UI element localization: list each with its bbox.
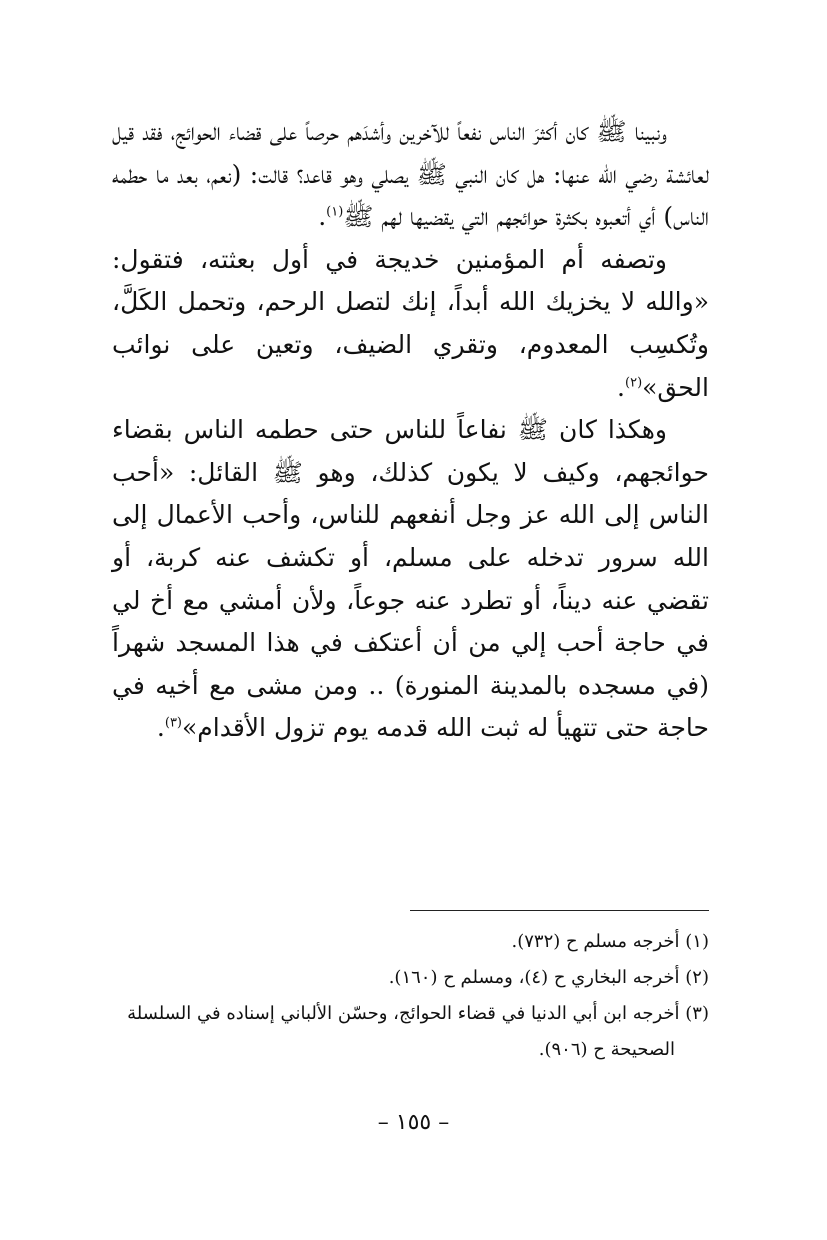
- paragraph-3-tail: .: [156, 713, 165, 743]
- page-number: – ١٥٥ –: [377, 1110, 450, 1135]
- footnote-ref-3: (٣): [164, 715, 182, 731]
- footnote-1: (١) أخرجه مسلم ح (٧٣٢).: [511, 931, 709, 952]
- paragraph-2: [112, 239, 709, 409]
- footnote-divider: [410, 910, 709, 911]
- footnotes: [112, 924, 709, 1068]
- paragraph-1: [112, 111, 709, 239]
- footnote-ref-2: (٢): [625, 375, 643, 391]
- main-text: [112, 111, 709, 750]
- footnote-ref-1: (١): [326, 204, 344, 220]
- paragraph-1-text: ونبينا ﷺ كان أكثرَ الناس نفعاً للآخرين وأشدَهم حرصاً على قضاء الحوائج، فقد قيل لعائشة رضي الله عنها: هل كان النبي ﷺ يصلي وهو قاعد؟ قالت: (نعم، بعد ما حطمه الناس) أي أتعبوه بكثرة حوائجهم التي يقضيها لهم ﷺ: [112, 117, 709, 232]
- footnote-2: (٢) أخرجه البخاري ح (٤)، ومسلم ح (١٦٠).: [388, 967, 709, 988]
- paragraph-3-text: وهكذا كان ﷺ نفاعاً للناس حتى حطمه الناس بقضاء حوائجهم، وكيف لا يكون كذلك، وهو ﷺ القائل: «أحب الناس إلى الله عز وجل أنفعهم للناس، وأحب الأعمال إلى الله سرور تدخله على مسلم، أو تكشف عنه كربة، أو تقضي عنه ديناً، أو تطرد عنه جوعاً، ولأن أمشي مع أخ لي في حاجة أحب إلي من أن أعتكف في هذا المسجد شهراً (في مسجده بالمدينة المنورة) .. ومن مشى مع أخيه في حاجة حتى تتهيأ له ثبت الله قدمه يوم تزول الأقدام»: [112, 415, 709, 743]
- paragraph-2-text: وتصفه أم المؤمنين خديجة في أول بعثته، فتقول: «والله لا يخزيك الله أبداً، إنك لتصل الرحم، وتحمل الكَلَّ، وتُكسِب المعدوم، وتقري الضيف، وتعين على نوائب الحق»: [112, 244, 709, 402]
- paragraph-1-tail: .: [318, 202, 327, 232]
- footnote-3: (٣) أخرجه ابن أبي الدنيا في قضاء الحوائج، وحسّن الألباني إسناده في السلسلة الصحيحة ح (٩٠٦).: [127, 1003, 709, 1060]
- paragraph-3: [112, 409, 709, 750]
- paragraph-2-tail: .: [617, 372, 625, 402]
